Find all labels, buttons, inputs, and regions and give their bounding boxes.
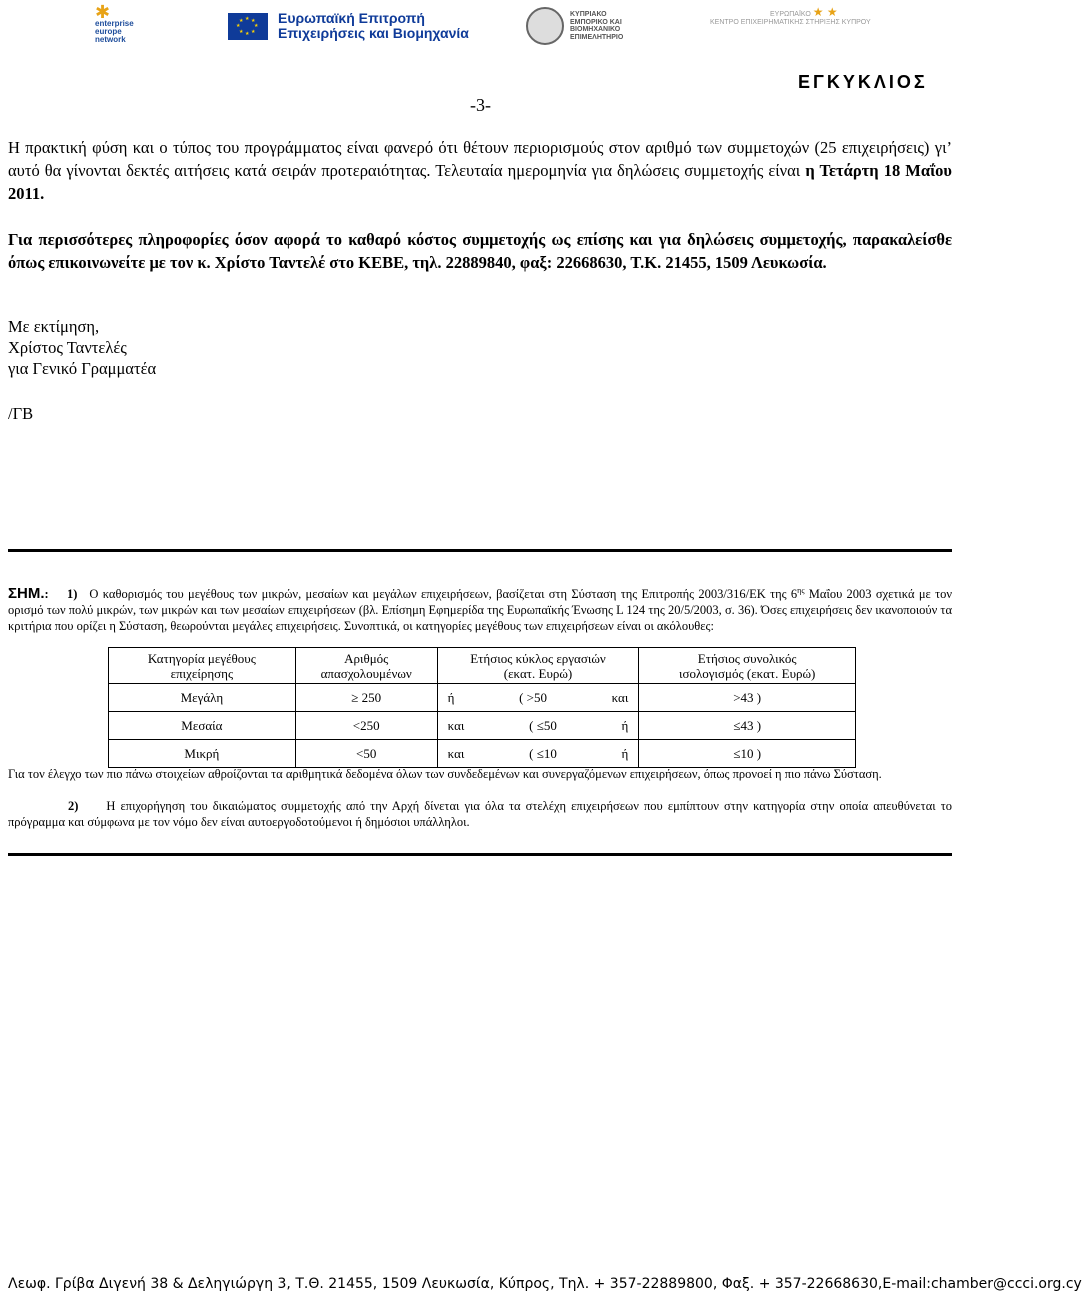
note-1: ΣΗΜ.: 1) Ο καθορισμός του μεγέθους των μικρών, μεσαίων και μεγάλων επιχειρήσεων, βασίζεται στη Σύσταση της Επιτροπής 2003/316/ΕΚ της $6^{\eta\varsigma}$ Μαΐου 2003 σχετικά με τον ορισμό των πολύ μικρών, των μικρών και των μεσαίων επιχειρήσεων (βλ. Επίσημη Εφημερίδα της Ευρωπαϊκής Ένωσης L 124 της 20/5/2003, σ. 36). Όσες επιχειρήσεις δεν ικανοποιούν τα κριτήρια που ορίζει η Σύσταση, θεωρούνται μεγάλες επιχειρήσεις. Συνοπτικά, οι κατηγορίες μεγέθους των επιχειρήσεων είναι οι ακόλουθες: <box>8 585 952 634</box>
table-row <box>109 712 856 740</box>
note-1-text-b: Μαΐου 2003 σχετικά με τον ορισμό των πολύ μικρών, των μικρών και των μεσαίων επιχειρήσεων (βλ. Επίσημη Εφημερίδα της Ευρωπαϊκής Ένωσης L 124 της 20/5/2003, σ. 36). Όσες επιχειρήσεις δεν ικανοποιούν τα κριτήρια που ορίζει η Σύσταση, θεωρούνται μεγάλες επιχειρήσεις. Συνοπτικά, οι κατηγορίες μεγέθους των επιχειρήσεων είναι οι ακόλουθες: <box>8 587 952 634</box>
table-header-row <box>109 648 856 684</box>
footer-address: Λεωφ. Γρίβα Διγενή 38 & Δεληγιώργη 3, Τ.Θ. 21455, 1509 Λευκωσία, Κύπρος, Τηλ. + 357-22889800, Φαξ. + 357-22668630,E-mail:chamber@ccci.org.cy <box>8 1276 1082 1292</box>
p1-text: Η πρακτική φύση και ο τύπος του προγράμματος είναι φανερό ότι θέτουν περιορισμούς στον αριθμό των συμμετοχών (25 επιχειρήσεις) γι’ αυτό θα γίνονται δεκτές αιτήσεις κατά σειράν προτεραιότητας. Τελευταία ημερομηνία για δηλώσεις συμμετοχής είναι <box>8 138 952 180</box>
paragraph-contact: Για περισσότερες πληροφορίες όσον αφορά το καθαρό κόστος συμμετοχής ως επίσης και για δηλώσεις συμμετοχής, παρακαλείσθε όπως επικοινωνείτε με τον κ. Χρίστο Ταντελέ στο ΚΕΒΕ, τηλ. 22889840, φαξ: 22668630, Τ.Κ. 21455, 1509 Λευκωσία. <box>8 230 952 272</box>
paragraph-participation <box>8 136 952 205</box>
row-connector-1: και <box>447 717 465 733</box>
row-turnover: ( ≤50 <box>529 717 557 733</box>
row-category: Μικρή <box>109 740 296 768</box>
eu-flag-icon: ★ ★ ★ ★ ★ ★ ★ ★ <box>228 13 268 40</box>
row-balance: >43 ) <box>639 684 856 712</box>
row-employees: <250 <box>352 717 380 733</box>
page-number: -3- <box>470 95 491 115</box>
keve-logo <box>526 6 623 46</box>
header-balance-2: ισολογισμός (εκατ. Ευρώ) <box>678 665 816 681</box>
table-row <box>109 740 856 768</box>
enterprise-size-table <box>108 647 856 768</box>
ef-logo-line-2: ΚΕΝΤΡΟ ΕΠΙΧΕΙΡΗΜΑΤΙΚΗΣ ΣΤΗΡΙΞΗΣ ΚΥΠΡΟΥ <box>710 19 871 26</box>
star-icon: ✱ <box>95 2 111 22</box>
header-category-2: επιχείρησης <box>170 665 234 681</box>
signer-role: για Γενικό Γραμματέα <box>8 359 157 378</box>
reference-initials: /ΓΒ <box>8 404 34 423</box>
row-connector-2: ή <box>621 717 629 733</box>
enterprise-europe-network-logo <box>95 4 165 44</box>
row-connector-2: ή <box>621 745 629 761</box>
note-1-sup: ης <box>797 586 805 595</box>
row-connector-1: ή <box>447 689 455 705</box>
document-type: ΕΓΚΥΚΛΙΟΣ <box>798 72 928 92</box>
row-connector-1: και <box>447 745 465 761</box>
een-line-3: network <box>95 35 126 44</box>
row-category: Μεσαία <box>109 712 296 740</box>
note-after-table: Για τον έλεγχο των πιο πάνω στοιχείων αθροίζονται τα αριθμητικά δεδομένα όλων των συνδεδεμένων και συνεργαζόμενων επιχειρήσεων, όπως προνοεί η πιο πάνω Σύσταση. <box>8 767 882 781</box>
keve-emblem-icon <box>526 7 564 45</box>
signer-name: Χρίστος Ταντελές <box>8 338 127 357</box>
closing: Με εκτίμηση, <box>8 317 100 336</box>
keve-line-1: ΚΥΠΡΙΑΚΟ <box>570 11 607 18</box>
note-label: ΣΗΜ. <box>8 585 45 603</box>
business-support-centre-logo <box>710 5 871 48</box>
eu-logo-line-1: Ευρωπαϊκή Επιτροπή <box>278 10 425 26</box>
row-balance: ≤10 ) <box>639 740 856 768</box>
keve-line-2: ΕΜΠΟΡΙΚΟ ΚΑΙ <box>570 18 622 26</box>
deadline: η Τετάρτη 18 Μαΐου 2011. <box>8 161 952 203</box>
row-employees: <50 <box>356 745 377 761</box>
keve-line-3: ΒΙΟΜΗΧΑΝΙΚΟ <box>570 26 621 33</box>
ef-logo-line-1: ΕΥΡΩΠΑΪΚΟ <box>770 11 811 18</box>
een-line-2: europe <box>95 27 122 36</box>
header-turnover-2: (εκατ. Ευρώ) <box>503 665 573 681</box>
row-balance: ≤43 ) <box>639 712 856 740</box>
row-employees: ≥ 250 <box>351 689 382 705</box>
row-connector-2: και <box>611 689 629 705</box>
header-category-1: Κατηγορία μεγέθους <box>147 650 256 666</box>
header-balance-1: Ετήσιος συνολικός <box>697 650 797 666</box>
divider-top <box>8 549 952 552</box>
note-2 <box>8 798 952 830</box>
een-line-1: enterprise <box>95 19 134 28</box>
header-employees-2: απασχολουμένων <box>320 665 412 681</box>
note-2-text: Η επιχορήγηση του δικαιώματος συμμετοχής από την Αρχή δίνεται για όλα τα στελέχη επιχειρήσεων που εμπίπτουν στην κατηγορία στην οποία απευθύνεται το πρόγραμμα και σύμφωνα με τον νόμο δεν είναι αυτοεργοδοτούμενοι ή δημόσιοι υπάλληλοι. <box>8 799 952 829</box>
row-turnover: ( >50 <box>519 689 547 705</box>
header-turnover-1: Ετήσιος κύκλος εργασιών <box>470 650 606 666</box>
note-2-number: 2) <box>68 799 79 813</box>
keve-line-4: ΕΠΙΜΕΛΗΤΗΡΙΟ <box>570 33 624 41</box>
note-1-number: 1) <box>66 587 78 602</box>
note-1-text-a: Ο καθορισμός του μεγέθους των μικρών, μεσαίων και μεγάλων επιχειρήσεων, βασίζεται στη Σύσταση της Επιτροπής 2003/316/ΕΚ της 6 <box>89 587 798 602</box>
table-row <box>109 684 856 712</box>
divider-bottom <box>8 853 952 856</box>
row-turnover: ( ≤10 <box>529 745 557 761</box>
header-employees-1: Αριθμός <box>344 650 389 666</box>
row-category: Μεγάλη <box>109 684 296 712</box>
european-commission-logo <box>228 6 469 46</box>
eu-logo-line-2: Επιχειρήσεις και Βιομηχανία <box>278 25 469 41</box>
stars-icon: ★ ★ <box>812 5 838 19</box>
